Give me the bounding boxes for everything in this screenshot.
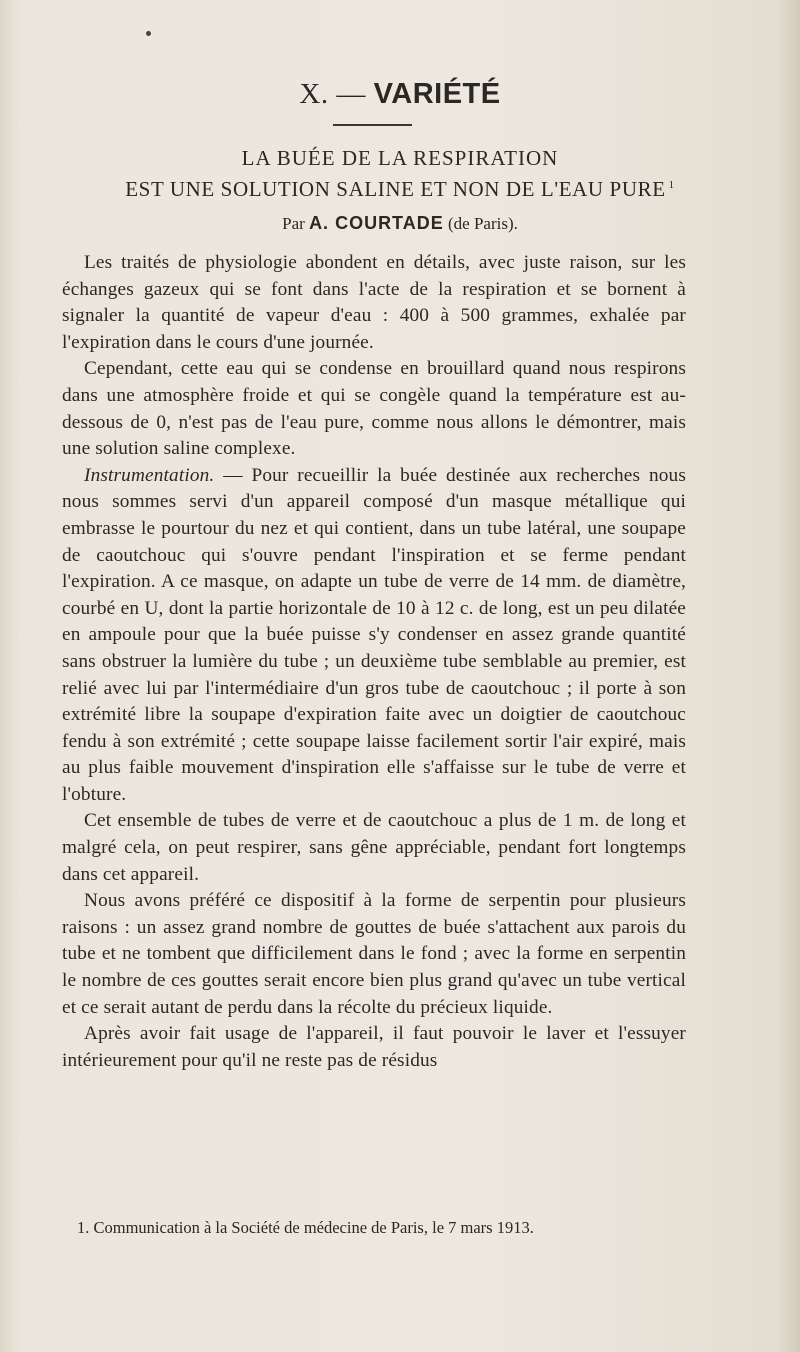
heading-rule [333,124,412,126]
author-name: A. COURTADE [309,213,444,233]
section-word: VARIÉTÉ [373,78,501,110]
paragraph-6: Après avoir fait usage de l'appareil, il faut pouvoir le laver et l'essuyer intérieurement pour qu'il ne reste pas de résidus [62,1023,686,1071]
article-title-text: EST UNE SOLUTION SALINE ET NON DE L'EAU PURE [125,177,666,201]
paragraph-4: Cet ensemble de tubes de verre et de caoutchouc a plus de 1 m. de long et malgré cela, on peut respirer, sans gêne appréciable, pendant fort longtemps dans cet appareil. [62,810,686,885]
paragraph-3 [62,463,686,809]
article-title-line-1: LA BUÉE DE LA RESPIRATION [241,146,559,170]
article-title-line-2 [60,177,740,202]
byline [0,213,800,234]
paragraph-1: Les traités de physiologie abondent en détails, avec juste raison, sur les échanges gazeux qui se font dans l'acte de la respiration et se bornent à signaler la quantité de vapeur d'eau : 400 à 500 grammes, exhalée par l'expiration dans le cours d'une journée. [62,252,686,353]
article-body [62,250,686,1074]
section-heading [0,78,800,111]
paragraph-3-text: — Pour recueillir la buée destinée aux recherches nous nous sommes servi d'un appareil composé d'un masque métallique qui embrasse le pourtour du nez et qui contient, dans un tube latéral, une soupape de caoutchouc qui s'ouvre pendant l'inspiration et se ferme pendant l'expiration. A ce masque, on adapte un tube de verre de 14 mm. de diamètre, courbé en U, dont la partie horizontale de 10 à 12 c. de long, est un peu dilatée en ampoule pour que la buée puisse s'y condenser en assez grande quantité sans obstruer la lumière du tube ; un deuxième tube semblable au premier, est relié avec lui par l'intermédiaire d'un gros tube de caoutchouc ; il porte à son extrémité libre la soupape d'expiration faite avec un doigtier de caoutchouc fendu à son extrémité ; cette soupape laisse facilement sortir l'air expiré, mais au plus faible mouvement d'inspiration elle s'affaisse sur le tube de verre et l'obture. [62,464,686,805]
paragraph-5: Nous avons préféré ce dispositif à la forme de serpentin pour plusieurs raisons : un assez grand nombre de gouttes de buée s'attachent aux parois du tube et ne tombent que difficilement dans le fond ; avec la forme en serpentin le nombre de ces gouttes serait encore bien plus grand qu'avec un tube vertical et ce serait autant de perdu dans la récolte du précieux liquide. [62,890,686,1018]
byline-prefix: Par [282,214,305,233]
footnote: 1. Communication à la Société de médecine de Paris, le 7 mars 1913. [77,1218,534,1237]
footnote-marker: 1 [668,179,675,191]
paragraph-2: Cependant, cette eau qui se condense en brouillard quand nous respirons dans une atmosphère froide et qui se congèle quand la température est au-dessous de 0, n'est pas de l'eau pure, comme nous allons le démontrer, mais une solution saline complexe. [62,358,686,460]
section-number: X. — [299,78,374,110]
byline-suffix: (de Paris). [447,214,518,233]
ink-speck [146,31,151,36]
section-label-instrumentation: Instrumentation. [84,464,215,486]
